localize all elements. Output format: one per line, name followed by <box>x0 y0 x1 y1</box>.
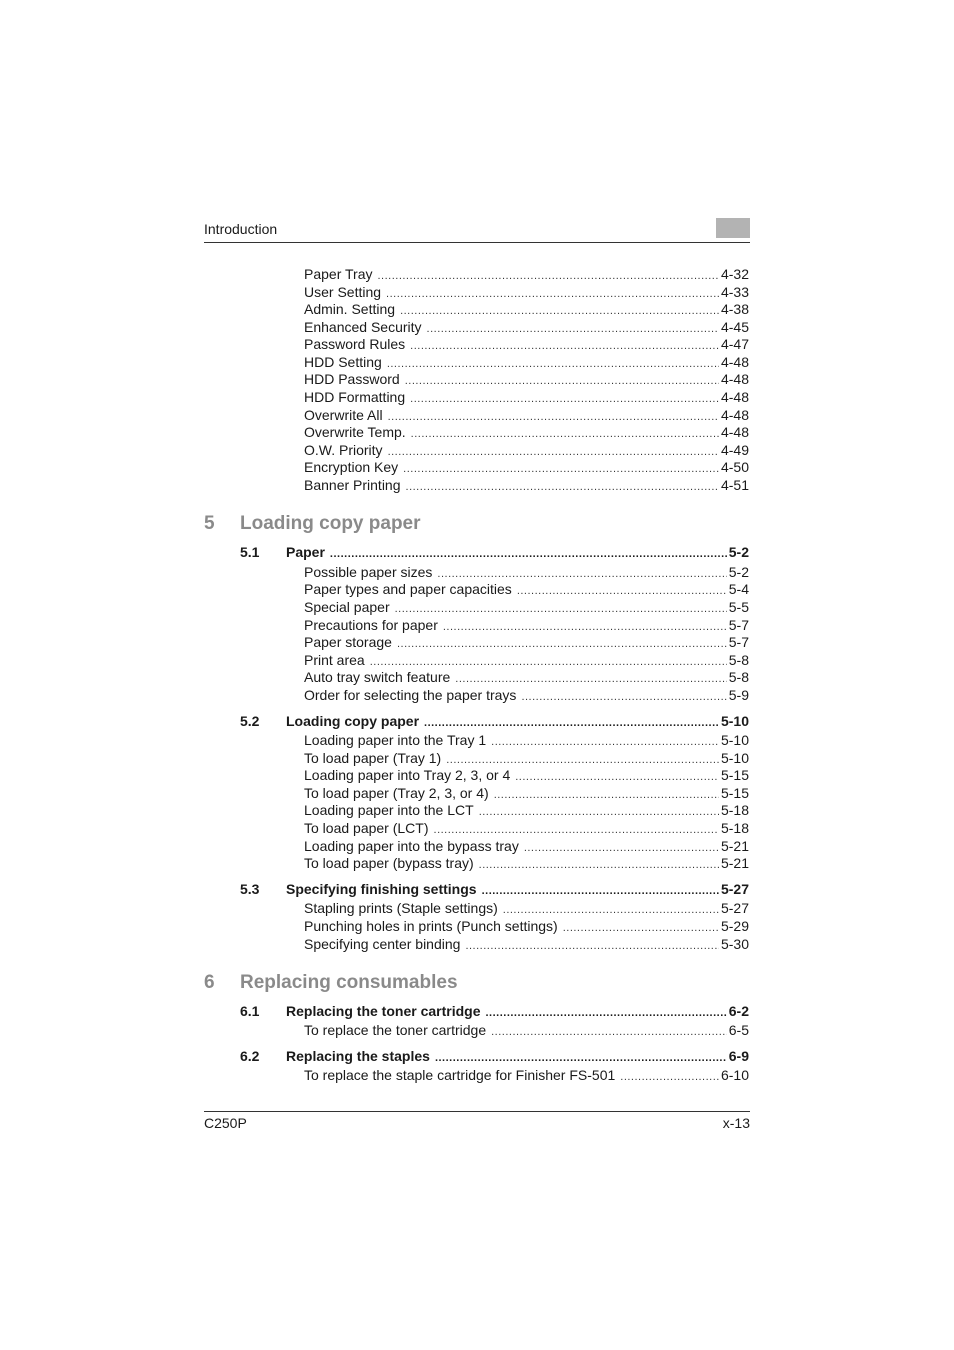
chapter-title: Replacing consumables <box>240 972 458 993</box>
toc-entry[interactable]: HDD Setting ..... 4-48 <box>304 354 749 371</box>
toc-entry[interactable]: To load paper (Tray 1) ..... 5-10 <box>304 750 749 767</box>
chapter-number: 6 <box>204 972 215 993</box>
toc-section[interactable]: 5.3 Specifying finishing settings ..... 5-27 <box>240 881 749 898</box>
chapter-heading[interactable] <box>204 513 421 535</box>
chapter-number: 5 <box>204 513 215 534</box>
toc-entry[interactable]: O.W. Priority ..... 4-49 <box>304 442 749 459</box>
toc-entry[interactable]: Overwrite All ..... 4-48 <box>304 407 749 424</box>
toc-entry[interactable]: To load paper (Tray 2, 3, or 4) ..... 5-15 <box>304 785 749 802</box>
toc-entry[interactable]: Auto tray switch feature ..... 5-8 <box>304 669 749 686</box>
toc-entry[interactable]: Loading paper into the Tray 1 ..... 5-10 <box>304 732 749 749</box>
toc-entry[interactable]: Stapling prints (Staple settings) ..... 5-27 <box>304 900 749 917</box>
toc-entry[interactable]: Possible paper sizes ..... 5-2 <box>304 564 749 581</box>
page-footer <box>204 1111 750 1131</box>
toc-entry[interactable]: Paper types and paper capacities ..... 5-4 <box>304 581 749 598</box>
toc-entry[interactable]: Loading paper into the LCT ..... 5-18 <box>304 802 749 819</box>
chapter-heading[interactable] <box>204 972 458 994</box>
toc-entry[interactable]: Specifying center binding ..... 5-30 <box>304 936 749 953</box>
toc-entry[interactable]: Password Rules ..... 4-47 <box>304 336 749 353</box>
toc-section[interactable]: 5.2 Loading copy paper ..... 5-10 <box>240 713 749 730</box>
toc-entry[interactable]: Banner Printing ..... 4-51 <box>304 477 749 494</box>
header-title: Introduction <box>204 221 278 237</box>
toc-entry[interactable]: To load paper (LCT) ..... 5-18 <box>304 820 749 837</box>
toc-entry[interactable]: Enhanced Security ..... 4-45 <box>304 319 749 336</box>
toc-entry[interactable]: To load paper (bypass tray) ..... 5-21 <box>304 855 749 872</box>
page-header <box>204 216 750 243</box>
toc-section[interactable]: 6.2 Replacing the staples ..... 6-9 <box>240 1048 749 1065</box>
toc-entry[interactable]: HDD Formatting ..... 4-48 <box>304 389 749 406</box>
toc-entry[interactable]: Loading paper into Tray 2, 3, or 4 ..... 5-15 <box>304 767 749 784</box>
toc-entry[interactable]: Print area ..... 5-8 <box>304 652 749 669</box>
toc-section[interactable]: 5.1 Paper ..... 5-2 <box>240 544 749 561</box>
toc-section[interactable]: 6.1 Replacing the toner cartridge ..... 6-2 <box>240 1003 749 1020</box>
toc-entry[interactable]: HDD Password ..... 4-48 <box>304 371 749 388</box>
toc-entry[interactable]: Punching holes in prints (Punch settings) ..... 5-29 <box>304 918 749 935</box>
toc-entry[interactable]: Paper storage ..... 5-7 <box>304 634 749 651</box>
toc-entry[interactable]: Paper Tray ..... 4-32 <box>304 266 749 283</box>
toc-entry[interactable]: Admin. Setting ..... 4-38 <box>304 301 749 318</box>
toc-entry[interactable]: Loading paper into the bypass tray ..... 5-21 <box>304 838 749 855</box>
toc-entry[interactable]: Special paper ..... 5-5 <box>304 599 749 616</box>
footer-page-number: x-13 <box>722 1115 750 1131</box>
toc-entry[interactable]: User Setting ..... 4-33 <box>304 284 749 301</box>
chapter-tab-marker <box>716 218 750 238</box>
toc-entry[interactable]: Order for selecting the paper trays ..... 5-9 <box>304 687 749 704</box>
toc-entry[interactable]: To replace the toner cartridge ..... 6-5 <box>304 1022 749 1039</box>
toc-entry[interactable]: To replace the staple cartridge for Finisher FS-501 ..... 6-10 <box>304 1067 749 1084</box>
footer-model: C250P <box>204 1115 247 1131</box>
toc-entry[interactable]: Precautions for paper ..... 5-7 <box>304 617 749 634</box>
toc-entry[interactable]: Encryption Key ..... 4-50 <box>304 459 749 476</box>
chapter-title: Loading copy paper <box>240 513 421 534</box>
toc-entry[interactable]: Overwrite Temp. ..... 4-48 <box>304 424 749 441</box>
